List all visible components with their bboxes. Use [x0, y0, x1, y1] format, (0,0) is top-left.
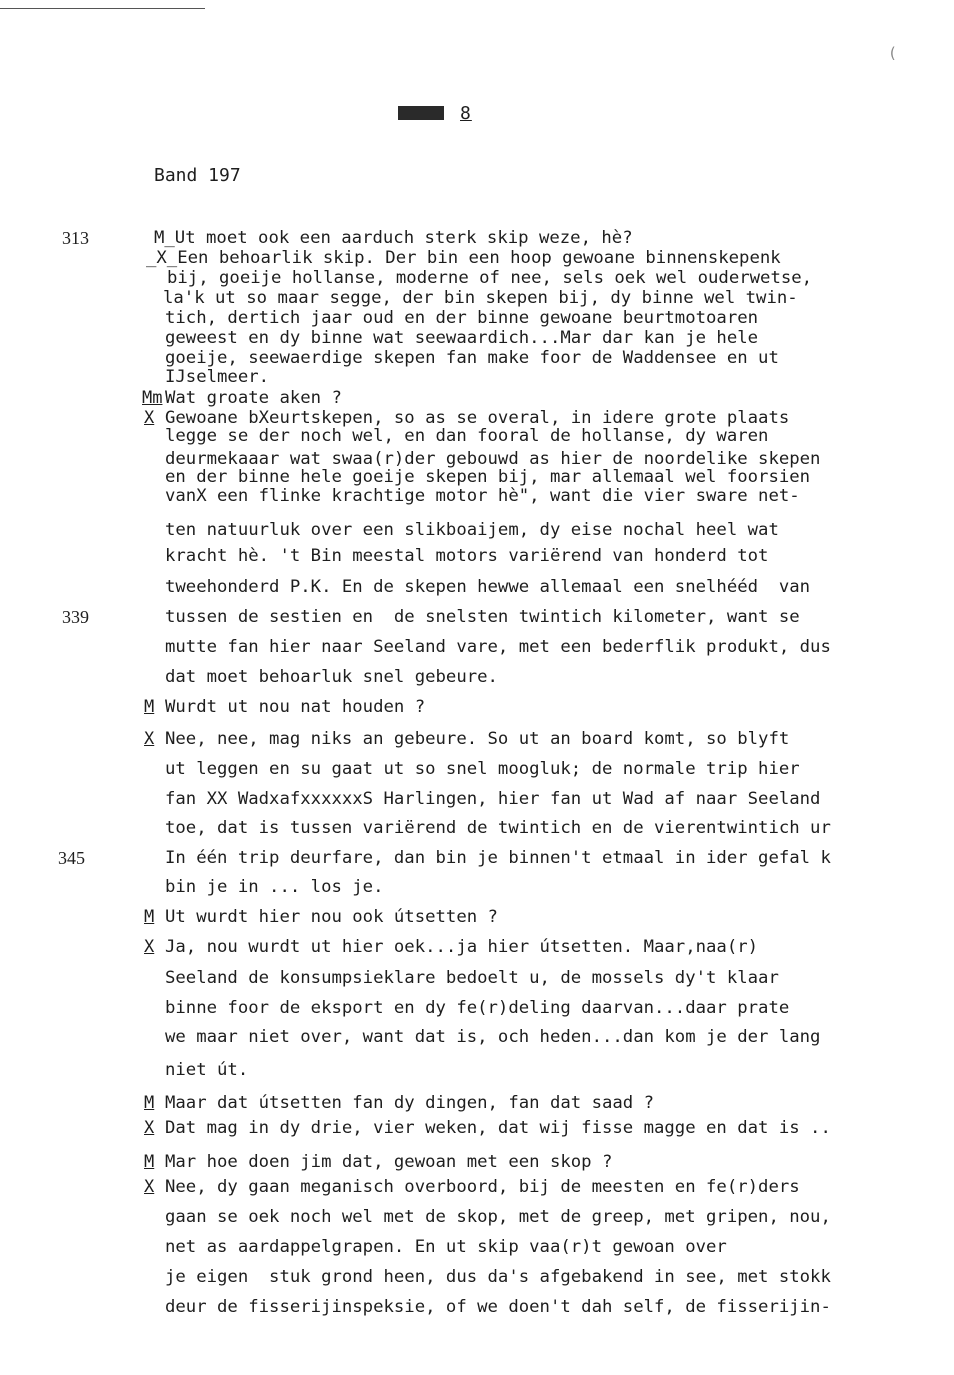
transcript-line: deurmekaaar wat swaa(r)der gebouwd as hier de noordelike skepen — [165, 449, 821, 469]
transcript-line: ten natuurluk over een slikboaijem, dy eise nochal heel wat — [165, 520, 779, 540]
speaker-marker: X — [144, 1118, 155, 1138]
transcript-line: geweest en dy binne wat seewaardich...Mar dar kan je hele — [165, 328, 759, 348]
transcript-line: niet út. — [165, 1060, 249, 1080]
page-number-value: 8 — [460, 103, 472, 124]
transcript-line: kracht hè. 't Bin meestal motors variërend van honderd tot — [165, 546, 769, 566]
speaker-marker: X — [144, 729, 155, 749]
counter-339: 339 — [62, 607, 89, 627]
transcript-line: tich, dertich jaar oud en der binne gewoane beurtmotoaren — [165, 308, 759, 328]
transcript-line: Gewoane bXeurtskepen, so as se overal, in idere grote plaats — [165, 408, 790, 428]
transcript-line: mutte fan hier naar Seeland vare, met een bederflik produkt, dus — [165, 637, 831, 657]
transcript-line: net as aardappelgrapen. En ut skip vaa(r)t gewoan over — [165, 1237, 727, 1257]
speaker-marker: X — [144, 937, 155, 957]
transcript-line: binne foor de eksport en dy fe(r)deling daarvan...daar prate — [165, 998, 790, 1018]
redaction-blot — [398, 106, 444, 120]
counter-313: 313 — [62, 228, 89, 248]
speaker-marker: X — [144, 1177, 155, 1197]
transcript-line: vanX een flinke krachtige motor hè", want die vier sware net- — [165, 486, 800, 506]
transcript-line: IJselmeer. — [165, 367, 270, 387]
transcript-line: toe, dat is tussen variërend de twintich en de vierentwintich ur — [165, 818, 831, 838]
transcript-line: we maar niet over, want dat is, och heden...dan kom je der lang — [165, 1027, 821, 1047]
top-rule — [0, 8, 205, 9]
page-number — [398, 103, 472, 124]
speaker-marker: Mm — [142, 388, 163, 408]
transcript-line: tussen de sestien en de snelsten twintich kilometer, want se — [165, 607, 800, 627]
transcript-line: _X_Een behoarlik skip. Der bin een hoop gewoane binnenskepenk — [146, 248, 781, 268]
speaker-marker: M — [144, 907, 155, 927]
transcript-line: Nee, dy gaan meganisch overboord, bij de meesten en fe(r)ders — [165, 1177, 800, 1197]
band-label: Band 197 — [154, 165, 241, 186]
transcript-line: Seeland de konsumpsieklare bedoelt u, de mossels dy't klaar — [165, 968, 779, 988]
transcript-line: legge se der noch wel, en dan fooral de hollanse, dy waren — [165, 426, 769, 446]
speaker-marker: M — [144, 697, 155, 717]
transcript-line: Ja, nou wurdt ut hier oek...ja hier útsetten. Maar,naa(r) — [165, 937, 759, 957]
transcript-line: Mar hoe doen jim dat, gewoan met een skop ? — [165, 1152, 613, 1172]
transcript-line: bin je in ... los je. — [165, 877, 384, 897]
counter-345: 345 — [58, 848, 85, 868]
transcript-line: je eigen stuk grond heen, dus da's afgebakend in see, met stokk — [165, 1267, 831, 1287]
transcript-line: tweehonderd P.K. En de skepen hewwe allemaal een snelhééd van — [165, 577, 811, 597]
transcript-line: goeije, seewaerdige skepen fan make foor de Waddensee en ut — [165, 348, 779, 368]
transcript-line: dat moet behoarluk snel gebeure. — [165, 667, 498, 687]
transcript-line: Wurdt ut nou nat houden ? — [165, 697, 426, 717]
transcript-line: Wat groate aken ? — [165, 388, 342, 408]
transcript-line: deur de fisserijinspeksie, of we doen't dah self, de fisserijin- — [165, 1297, 831, 1317]
transcript-line: M_Ut moet ook een aarduch sterk skip weze, hè? — [154, 228, 633, 248]
speaker-marker: X — [144, 408, 155, 428]
transcript-line: Nee, nee, mag niks an gebeure. So ut an board komt, so blyft — [165, 729, 790, 749]
transcript-line: la'k ut so maar segge, der bin skepen bij, dy binne wel twin- — [163, 288, 798, 308]
transcript-line: bij, goeije hollanse, moderne of nee, sels oek wel ouderwetse, — [167, 268, 813, 288]
transcript-line: gaan se oek noch wel met de skop, met de greep, met gripen, nou, — [165, 1207, 831, 1227]
transcript-line: fan XX WadxafxxxxxxS Harlingen, hier fan ut Wad af naar Seeland — [165, 789, 821, 809]
transcript-line: Dat mag in dy drie, vier weken, dat wij fisse magge en dat is .. — [165, 1118, 831, 1138]
transcript-line: en der binne hele goeije skepen bij, mar allemaal wel foorsien — [165, 467, 811, 487]
transcript-line: In één trip deurfare, dan bin je binnen't etmaal in ider gefal k — [165, 848, 831, 868]
transcript-line: ut leggen en su gaat ut so snel moogluk; de normale trip hier — [165, 759, 800, 779]
speaker-marker: M — [144, 1152, 155, 1172]
transcript-line: Maar dat útsetten fan dy dingen, fan dat saad ? — [165, 1093, 654, 1113]
transcript-line: Ut wurdt hier nou ook útsetten ? — [165, 907, 498, 927]
speaker-marker: M — [144, 1093, 155, 1113]
stray-mark: ( — [888, 44, 898, 62]
